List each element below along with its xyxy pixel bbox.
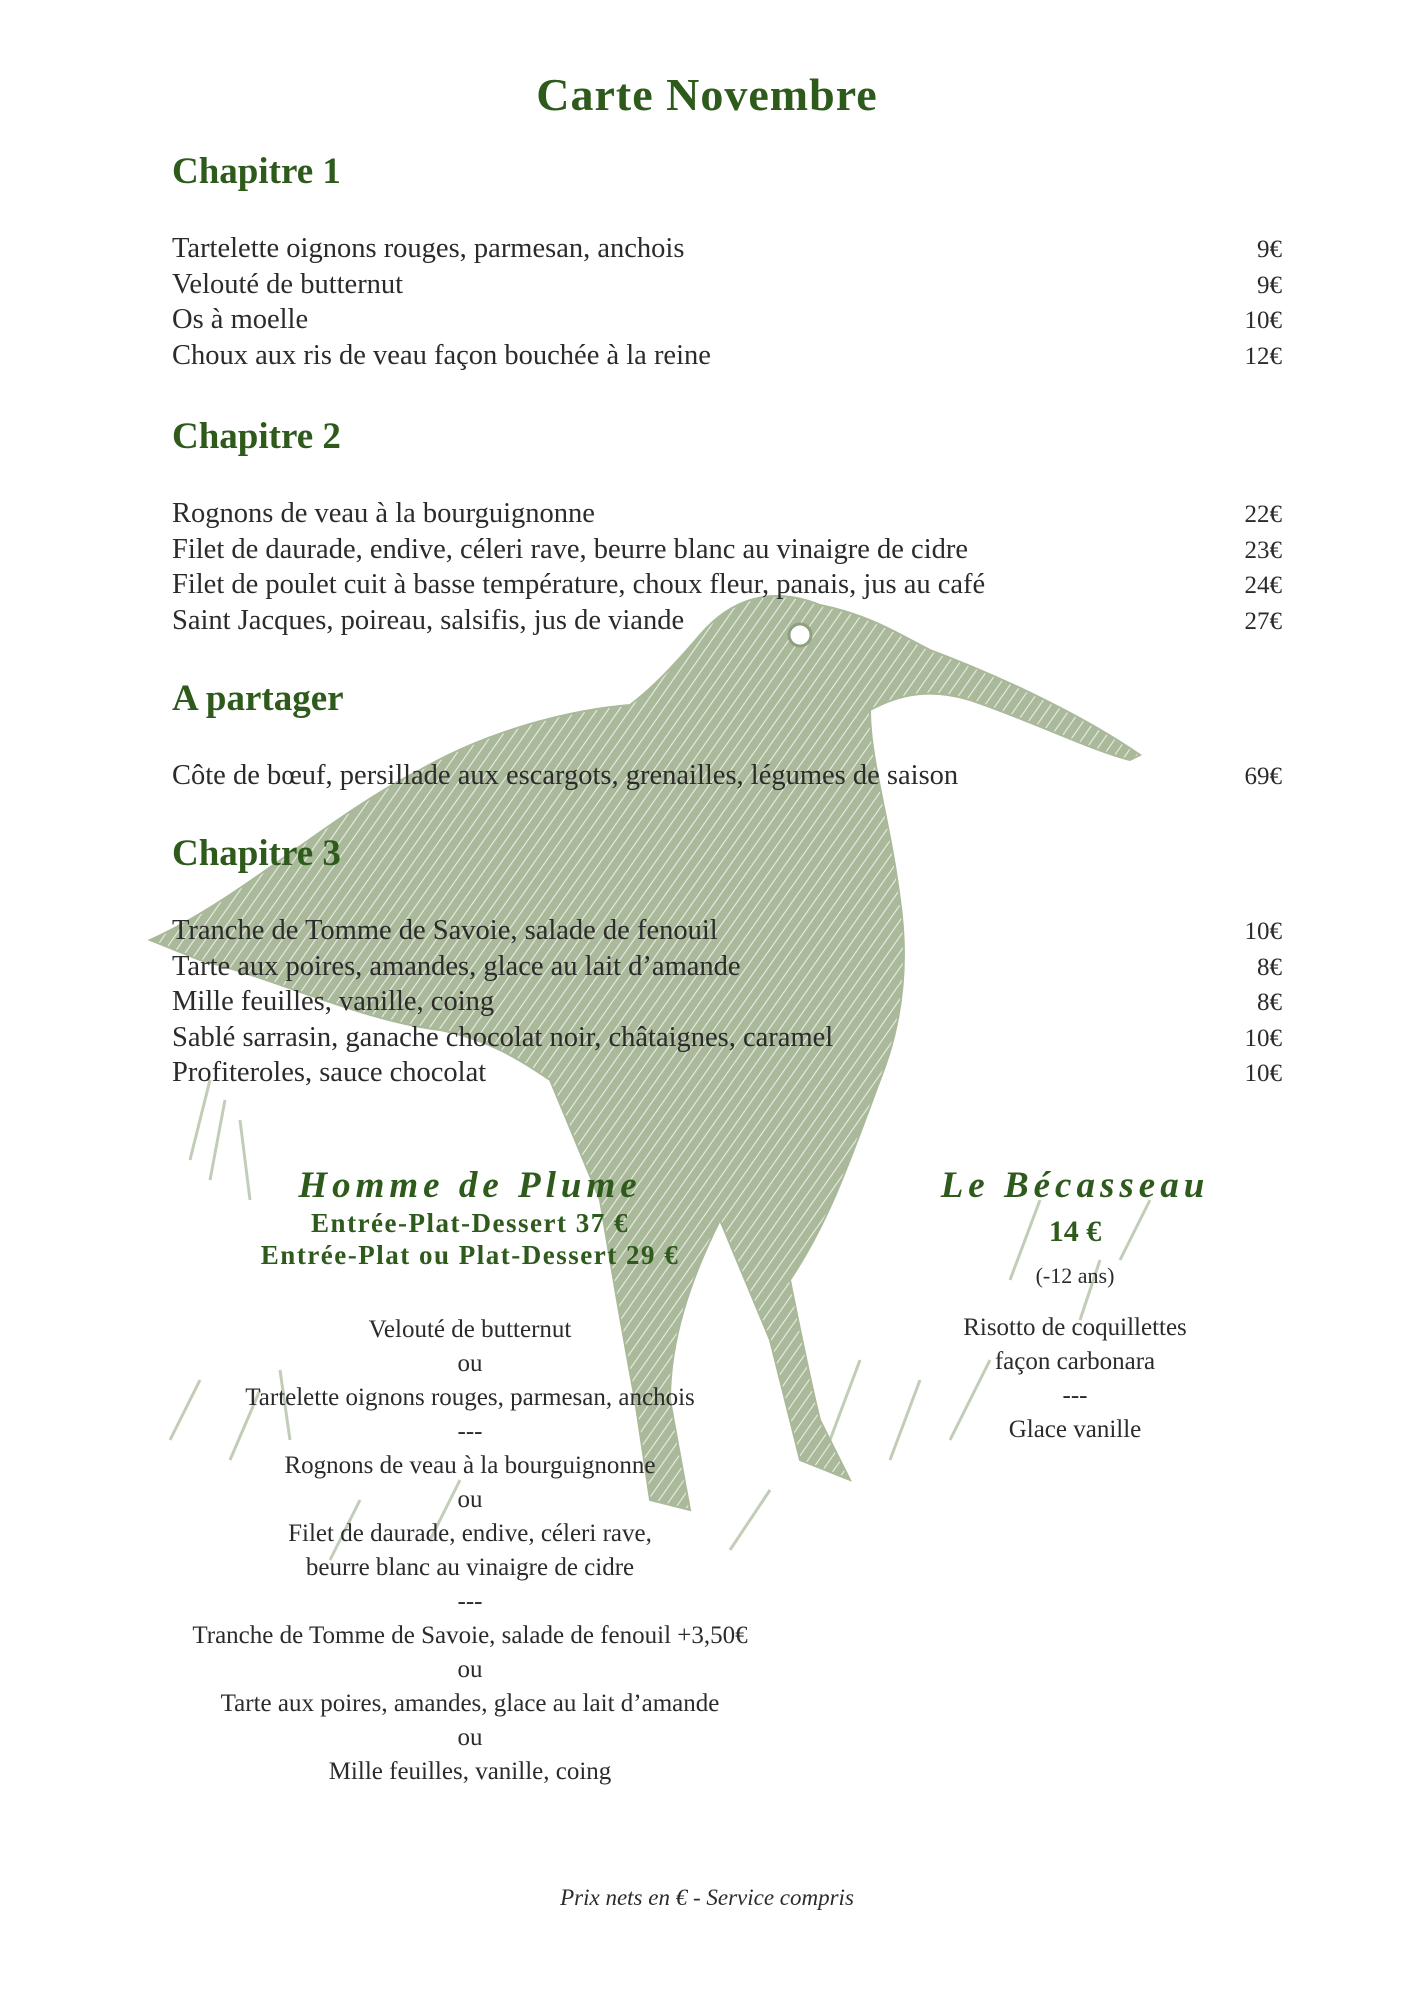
course-line: Rognons de veau à la bourguignonne bbox=[284, 1452, 656, 1479]
menu-item bbox=[172, 267, 1282, 303]
menu-item bbox=[172, 1020, 1282, 1056]
menu-item bbox=[172, 567, 1282, 603]
course-line: ou bbox=[457, 1724, 483, 1751]
item-name: Profiteroles, sauce chocolat bbox=[172, 1057, 487, 1088]
item-price: 8€ bbox=[1257, 989, 1282, 1016]
menu-item bbox=[172, 758, 1282, 794]
menu-item bbox=[172, 1055, 1282, 1091]
item-price: 10€ bbox=[1244, 1060, 1282, 1087]
section-chapitre-3 bbox=[172, 832, 1282, 1091]
kids-menu-le-becasseau bbox=[905, 1165, 1245, 1447]
course-line: ou bbox=[457, 1350, 483, 1377]
set-menu-price-full: Entrée-Plat-Dessert 37 € bbox=[311, 1208, 629, 1238]
kids-menu-price: 14 € bbox=[1048, 1215, 1102, 1248]
set-menu-price-partial: Entrée-Plat ou Plat-Dessert 29 € bbox=[260, 1240, 680, 1270]
item-name: Tranche de Tomme de Savoie, salade de fenouil bbox=[172, 915, 718, 946]
item-name: Côte de bœuf, persillade aux escargots, grenailles, légumes de saison bbox=[172, 760, 959, 791]
course-line: Risotto de coquillettes bbox=[963, 1314, 1187, 1341]
set-menu-title: Homme de Plume bbox=[298, 1165, 642, 1206]
item-price: 69€ bbox=[1244, 763, 1282, 790]
section-chapitre-2 bbox=[172, 415, 1282, 638]
course-line: ou bbox=[457, 1656, 483, 1683]
item-list bbox=[172, 758, 1282, 794]
item-price: 24€ bbox=[1244, 572, 1282, 599]
set-menu-courses bbox=[150, 1313, 790, 1789]
menu-item bbox=[172, 338, 1282, 374]
section-chapitre-1 bbox=[172, 150, 1282, 373]
item-name: Tartelette oignons rouges, parmesan, anchois bbox=[172, 233, 685, 264]
item-name: Tarte aux poires, amandes, glace au lait d’amande bbox=[172, 950, 741, 982]
course-separator: --- bbox=[457, 1588, 483, 1615]
item-name: Velouté de butternut bbox=[172, 268, 404, 300]
kids-menu-age: (-12 ans) bbox=[1035, 1263, 1115, 1288]
item-price: 23€ bbox=[1244, 536, 1282, 564]
section-heading: Chapitre 3 bbox=[172, 833, 341, 874]
item-price: 27€ bbox=[1244, 607, 1282, 635]
course-line: beurre blanc au vinaigre de cidre bbox=[305, 1554, 635, 1581]
section-a-partager bbox=[172, 677, 1282, 794]
menu-item bbox=[172, 984, 1282, 1020]
item-list bbox=[172, 913, 1282, 1091]
item-price: 10€ bbox=[1244, 1024, 1282, 1052]
course-line: façon carbonara bbox=[994, 1348, 1156, 1375]
course-line: ou bbox=[457, 1486, 483, 1513]
item-price: 22€ bbox=[1244, 501, 1282, 528]
item-name: Choux aux ris de veau façon bouchée à la reine bbox=[172, 339, 711, 371]
course-line: Tranche de Tomme de Savoie, salade de fenouil +3,50€ bbox=[192, 1622, 748, 1649]
item-price: 9€ bbox=[1257, 236, 1282, 263]
item-name: Sablé sarrasin, ganache chocolat noir, châtaignes, caramel bbox=[172, 1021, 834, 1053]
section-heading: Chapitre 2 bbox=[172, 416, 341, 457]
menu-title: Carte Novembre bbox=[536, 69, 878, 120]
section-heading: A partager bbox=[172, 678, 344, 719]
item-name: Rognons de veau à la bourguignonne bbox=[172, 498, 595, 529]
menu-item bbox=[172, 496, 1282, 532]
item-name: Filet de poulet cuit à basse température, choux fleur, panais, jus au café bbox=[172, 569, 986, 600]
item-price: 10€ bbox=[1244, 918, 1282, 945]
course-line: Mille feuilles, vanille, coing bbox=[328, 1758, 612, 1785]
item-name: Os à moelle bbox=[172, 304, 309, 335]
menu-item bbox=[172, 603, 1282, 639]
kids-menu-courses bbox=[905, 1311, 1245, 1447]
item-name: Saint Jacques, poireau, salsifis, jus de viande bbox=[172, 604, 685, 636]
course-line: Velouté de butternut bbox=[368, 1316, 572, 1343]
course-line: Filet de daurade, endive, céleri rave, bbox=[288, 1520, 652, 1547]
course-line: Tarte aux poires, amandes, glace au lait d’amande bbox=[220, 1690, 720, 1717]
menu-item bbox=[172, 532, 1282, 568]
course-line: Glace vanille bbox=[1008, 1416, 1142, 1443]
item-price: 12€ bbox=[1244, 342, 1282, 370]
menu-item bbox=[172, 231, 1282, 267]
item-name: Mille feuilles, vanille, coing bbox=[172, 986, 495, 1017]
item-price: 8€ bbox=[1257, 953, 1282, 981]
kids-menu-title: Le Bécasseau bbox=[940, 1165, 1210, 1206]
course-separator: --- bbox=[1062, 1382, 1088, 1409]
item-name: Filet de daurade, endive, céleri rave, beurre blanc au vinaigre de cidre bbox=[172, 533, 969, 565]
course-separator: --- bbox=[457, 1418, 483, 1445]
item-price: 9€ bbox=[1257, 271, 1282, 299]
item-list bbox=[172, 231, 1282, 373]
menu-item bbox=[172, 949, 1282, 985]
item-price: 10€ bbox=[1244, 307, 1282, 334]
section-heading: Chapitre 1 bbox=[172, 151, 341, 192]
menu-item bbox=[172, 913, 1282, 949]
course-line: Tartelette oignons rouges, parmesan, anchois bbox=[245, 1384, 695, 1411]
price-footnote: Prix nets en € - Service compris bbox=[560, 1885, 854, 1910]
item-list bbox=[172, 496, 1282, 638]
menu-item bbox=[172, 302, 1282, 338]
set-menu-homme-de-plume bbox=[150, 1165, 790, 1789]
